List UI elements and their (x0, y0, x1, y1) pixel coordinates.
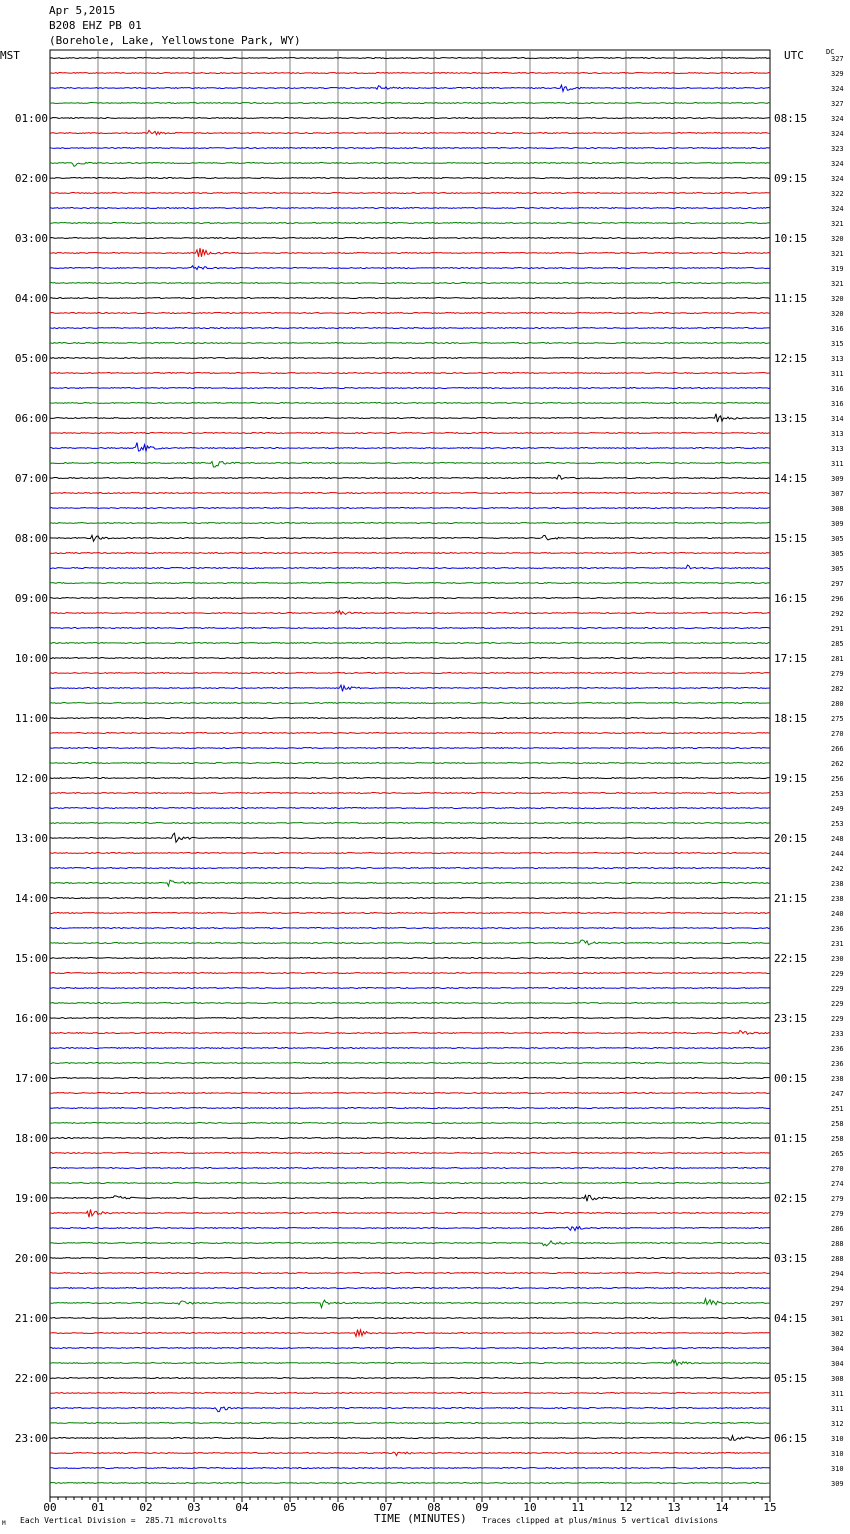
seismic-trace (50, 1093, 770, 1094)
dc-offset-label: 280 (831, 700, 844, 708)
dc-offset-label: 236 (831, 1045, 844, 1053)
dc-offset-label: 296 (831, 595, 844, 603)
dc-offset-label: 248 (831, 835, 844, 843)
mst-hour-label: 06:00 (14, 412, 48, 425)
mst-hour-label: 05:00 (14, 352, 48, 365)
dc-offset-label: 270 (831, 730, 844, 738)
dc-offset-label: 275 (831, 715, 844, 723)
utc-hour-label: 14:15 (774, 472, 808, 485)
mst-hour-label: 17:00 (14, 1072, 48, 1085)
seismic-trace (50, 685, 770, 691)
dc-offset-label: 304 (831, 1360, 844, 1368)
dc-offset-label: 316 (831, 325, 844, 333)
seismic-trace (50, 1168, 770, 1169)
seismic-trace (50, 748, 770, 749)
mst-hour-label: 15:00 (14, 952, 48, 965)
mst-axis-label: MST (0, 49, 20, 62)
x-tick-label: 06 (331, 1501, 345, 1514)
dc-offset-label: 301 (831, 1315, 844, 1323)
seismic-trace (50, 388, 770, 389)
utc-hour-label: 03:15 (774, 1252, 808, 1265)
dc-offset-label: 253 (831, 790, 844, 798)
seismic-trace (50, 898, 770, 899)
dc-offset-label: 279 (831, 1195, 844, 1203)
dc-offset-label: 302 (831, 1330, 844, 1338)
x-tick-label: 14 (715, 1501, 729, 1514)
dc-offset-label: 324 (831, 205, 844, 213)
seismic-trace (50, 611, 770, 615)
dc-offset-label: 307 (831, 490, 844, 498)
dc-offset-label: 238 (831, 880, 844, 888)
mst-hour-label: 04:00 (14, 292, 48, 305)
seismic-trace (50, 928, 770, 929)
seismic-trace (50, 913, 770, 914)
seismic-trace (50, 1393, 770, 1394)
dc-offset-label: 229 (831, 985, 844, 993)
seismic-trace (50, 1048, 770, 1049)
dc-offset-label: 321 (831, 220, 844, 228)
seismic-trace (50, 1360, 770, 1365)
utc-hour-label: 19:15 (774, 772, 808, 785)
seismic-trace (50, 475, 770, 479)
dc-offset-label: 304 (831, 1345, 844, 1353)
mst-hour-label: 02:00 (14, 172, 48, 185)
dc-offset-label: 311 (831, 1405, 844, 1413)
mst-hour-label: 08:00 (14, 532, 48, 545)
x-tick-label: 12 (619, 1501, 633, 1514)
mst-hour-label: 23:00 (14, 1432, 48, 1445)
utc-hour-label: 22:15 (774, 952, 808, 965)
mst-hour-label: 09:00 (14, 592, 48, 605)
dc-offset-label: 231 (831, 940, 844, 948)
dc-offset-label: 279 (831, 670, 844, 678)
dc-offset-label: 310 (831, 1435, 844, 1443)
clip-note: Traces clipped at plus/minus 5 vertical divisions (482, 1516, 719, 1525)
seismic-trace (50, 266, 770, 270)
seismic-trace (50, 238, 770, 239)
seismic-trace (50, 853, 770, 854)
seismic-trace (50, 988, 770, 989)
dc-offset-label: 315 (831, 340, 844, 348)
corner-mark: M (2, 1520, 6, 1527)
dc-offset-label: 313 (831, 445, 844, 453)
dc-offset-label: 322 (831, 190, 844, 198)
mst-hour-label: 03:00 (14, 232, 48, 245)
seismic-trace (50, 1288, 770, 1289)
seismic-trace (50, 443, 770, 452)
seismic-trace (50, 373, 770, 374)
seismic-trace (50, 958, 770, 959)
seismic-trace (50, 763, 770, 764)
seismic-trace (50, 1138, 770, 1139)
seismic-trace (50, 283, 770, 284)
utc-hour-label: 02:15 (774, 1192, 808, 1205)
seismic-trace (50, 1241, 770, 1246)
utc-hour-label: 01:15 (774, 1132, 808, 1145)
x-tick-label: 08 (427, 1501, 441, 1514)
seismic-trace (50, 1123, 770, 1124)
dc-offset-label: 262 (831, 760, 844, 768)
seismic-trace (50, 1209, 770, 1217)
utc-hour-label: 17:15 (774, 652, 808, 665)
seismic-trace (50, 1378, 770, 1379)
seismic-trace (50, 1258, 770, 1259)
seismic-trace (50, 328, 770, 329)
x-tick-label: 15 (763, 1501, 777, 1514)
utc-hour-label: 13:15 (774, 412, 808, 425)
seismic-trace (50, 1018, 770, 1019)
seismic-trace (50, 1153, 770, 1154)
seismic-trace (50, 118, 770, 119)
dc-offset-label: 320 (831, 310, 844, 318)
dc-offset-label: 310 (831, 1465, 844, 1473)
dc-offset-label: 240 (831, 910, 844, 918)
x-tick-label: 03 (187, 1501, 201, 1514)
seismic-trace (50, 868, 770, 869)
seismic-trace (50, 565, 770, 569)
dc-offset-label: 294 (831, 1285, 844, 1293)
dc-offset-label: 314 (831, 415, 844, 423)
seismic-trace (50, 778, 770, 779)
dc-offset-label: 320 (831, 295, 844, 303)
seismic-trace (50, 940, 770, 945)
dc-offset-label: 244 (831, 850, 844, 858)
seismic-trace (50, 508, 770, 509)
seismic-trace (50, 658, 770, 659)
mst-hour-label: 18:00 (14, 1132, 48, 1145)
seismic-trace (50, 433, 770, 434)
seismic-trace (50, 148, 770, 149)
x-tick-label: 04 (235, 1501, 249, 1514)
dc-offset-label: 310 (831, 1450, 844, 1458)
utc-hour-label: 11:15 (774, 292, 808, 305)
utc-hour-label: 09:15 (774, 172, 808, 185)
mst-hour-label: 16:00 (14, 1012, 48, 1025)
seismic-trace (50, 343, 770, 344)
seismic-trace (50, 1183, 770, 1184)
dc-offset-label: 297 (831, 1300, 844, 1308)
dc-offset-label: 253 (831, 820, 844, 828)
dc-offset-label: 311 (831, 370, 844, 378)
dc-offset-label: 270 (831, 1165, 844, 1173)
dc-offset-label: 321 (831, 250, 844, 258)
utc-axis-label: UTC (784, 49, 804, 62)
dc-offset-label: 256 (831, 775, 844, 783)
dc-offset-label: 321 (831, 280, 844, 288)
seismic-trace (50, 643, 770, 644)
utc-hour-label: 06:15 (774, 1432, 808, 1445)
mst-hour-label: 22:00 (14, 1372, 48, 1385)
mst-hour-label: 14:00 (14, 892, 48, 905)
seismic-trace (50, 733, 770, 734)
dc-offset-label: 230 (831, 955, 844, 963)
dc-offset-label: 274 (831, 1180, 844, 1188)
seismic-trace (50, 403, 770, 404)
dc-offset-label: 309 (831, 475, 844, 483)
seismic-trace (50, 85, 770, 91)
dc-offset-label: 312 (831, 1420, 844, 1428)
dc-offset-label: 311 (831, 460, 844, 468)
dc-offset-label: 308 (831, 1375, 844, 1383)
dc-offset-label: 238 (831, 1075, 844, 1083)
dc-offset-label: 297 (831, 580, 844, 588)
seismic-trace (50, 461, 770, 467)
dc-offset-label: 323 (831, 145, 844, 153)
dc-offset-label: 236 (831, 925, 844, 933)
seismic-trace (50, 103, 770, 104)
x-tick-label: 02 (139, 1501, 153, 1514)
seismic-trace (50, 130, 770, 134)
seismic-trace (50, 1063, 770, 1064)
mst-hour-label: 20:00 (14, 1252, 48, 1265)
seismic-trace (50, 1468, 770, 1469)
x-tick-label: 11 (571, 1501, 585, 1514)
utc-hour-label: 20:15 (774, 832, 808, 845)
utc-hour-label: 16:15 (774, 592, 808, 605)
x-tick-label: 01 (91, 1501, 105, 1514)
dc-offset-label: 286 (831, 1225, 844, 1233)
seismic-trace (50, 1030, 770, 1034)
seismic-trace (50, 1318, 770, 1319)
utc-hour-label: 00:15 (774, 1072, 808, 1085)
seismic-trace (50, 1003, 770, 1004)
dc-offset-label: 309 (831, 520, 844, 528)
seismic-trace (50, 248, 770, 257)
dc-offset-label: 324 (831, 85, 844, 93)
x-tick-label: 00 (43, 1501, 57, 1514)
seismic-trace (50, 703, 770, 704)
utc-hour-label: 12:15 (774, 352, 808, 365)
mst-hour-label: 11:00 (14, 712, 48, 725)
date-title: Apr 5,2015 (49, 4, 116, 17)
dc-offset-label: 229 (831, 1015, 844, 1023)
station-title: B208 EHZ PB 01 (49, 19, 142, 32)
seismic-trace (50, 523, 770, 524)
seismic-trace (50, 1078, 770, 1079)
dc-offset-label: 316 (831, 385, 844, 393)
dc-offset-label: 294 (831, 1270, 844, 1278)
seismic-trace (50, 1299, 770, 1308)
seismic-trace (50, 208, 770, 209)
utc-hour-label: 04:15 (774, 1312, 808, 1325)
dc-offset-label: 233 (831, 1030, 844, 1038)
dc-offset-label: 305 (831, 550, 844, 558)
x-tick-label: 10 (523, 1501, 537, 1514)
utc-hour-label: 10:15 (774, 232, 808, 245)
dc-offset-label: 242 (831, 865, 844, 873)
dc-offset-label: 229 (831, 970, 844, 978)
dc-offset-label: 251 (831, 1105, 844, 1113)
seismic-trace (50, 535, 770, 541)
mst-hour-label: 12:00 (14, 772, 48, 785)
seismic-trace (50, 414, 770, 422)
x-tick-label: 13 (667, 1501, 681, 1514)
dc-offset-label: 288 (831, 1240, 844, 1248)
dc-offset-label: 279 (831, 1210, 844, 1218)
dc-offset-label: 238 (831, 895, 844, 903)
seismic-trace (50, 223, 770, 224)
seismic-trace (50, 1483, 770, 1484)
dc-offset-label: 258 (831, 1135, 844, 1143)
dc-offset-label: 236 (831, 1060, 844, 1068)
dc-offset-label: 265 (831, 1150, 844, 1158)
dc-offset-label: 329 (831, 70, 844, 78)
dc-offset-label: 247 (831, 1090, 844, 1098)
seismic-trace (50, 1195, 770, 1201)
mst-hour-label: 19:00 (14, 1192, 48, 1205)
seismic-trace (50, 583, 770, 584)
dc-offset-label: 319 (831, 265, 844, 273)
seismic-trace (50, 298, 770, 299)
dc-offset-label: 327 (831, 55, 844, 63)
seismic-trace (50, 1273, 770, 1274)
seismic-trace (50, 193, 770, 194)
seismic-trace (50, 823, 770, 824)
dc-offset-label: 313 (831, 430, 844, 438)
seismic-trace (50, 1452, 770, 1456)
seismic-trace (50, 313, 770, 314)
seismic-trace (50, 1423, 770, 1424)
dc-offset-label: 285 (831, 640, 844, 648)
seismic-trace (50, 628, 770, 629)
dc-offset-label: 291 (831, 625, 844, 633)
mst-hour-label: 13:00 (14, 832, 48, 845)
seismic-trace (50, 493, 770, 494)
mst-hour-label: 01:00 (14, 112, 48, 125)
utc-hour-label: 15:15 (774, 532, 808, 545)
dc-offset-label: 316 (831, 400, 844, 408)
seismic-trace (50, 793, 770, 794)
utc-hour-label: 18:15 (774, 712, 808, 725)
seismic-trace (50, 1348, 770, 1349)
dc-offset-label: 266 (831, 745, 844, 753)
seismic-trace (50, 178, 770, 179)
utc-hour-label: 23:15 (774, 1012, 808, 1025)
seismic-trace (50, 1108, 770, 1109)
seismic-trace (50, 1407, 770, 1412)
dc-offset-label: 327 (831, 100, 844, 108)
seismic-trace (50, 73, 770, 74)
mst-hour-label: 10:00 (14, 652, 48, 665)
dc-offset-label: 324 (831, 115, 844, 123)
mst-hour-label: 21:00 (14, 1312, 48, 1325)
dc-offset-label: 305 (831, 535, 844, 543)
seismic-trace (50, 973, 770, 974)
x-axis-title: TIME (MINUTES) (374, 1512, 467, 1525)
mst-hour-label: 07:00 (14, 472, 48, 485)
seismic-trace (50, 808, 770, 809)
seismic-trace (50, 1227, 770, 1231)
dc-label: DC (826, 48, 835, 56)
seismic-trace (50, 880, 770, 886)
dc-offset-label: 288 (831, 1255, 844, 1263)
dc-offset-label: 305 (831, 565, 844, 573)
dc-offset-label: 309 (831, 1480, 844, 1488)
dc-offset-label: 313 (831, 355, 844, 363)
seismic-trace (50, 1330, 770, 1337)
utc-hour-label: 08:15 (774, 112, 808, 125)
dc-offset-label: 324 (831, 130, 844, 138)
x-tick-label: 05 (283, 1501, 297, 1514)
dc-offset-label: 229 (831, 1000, 844, 1008)
x-tick-label: 07 (379, 1501, 393, 1514)
seismic-trace (50, 718, 770, 719)
dc-offset-label: 320 (831, 235, 844, 243)
seismic-trace (50, 58, 770, 59)
utc-hour-label: 05:15 (774, 1372, 808, 1385)
dc-offset-label: 292 (831, 610, 844, 618)
seismic-trace (50, 598, 770, 599)
dc-offset-label: 311 (831, 1390, 844, 1398)
scale-note: Each Vertical Division = 285.71 microvolts (20, 1516, 228, 1525)
dc-offset-label: 324 (831, 175, 844, 183)
seismic-trace (50, 1436, 770, 1441)
seismic-trace (50, 833, 770, 842)
location-title: (Borehole, Lake, Yellowstone Park, WY) (49, 34, 301, 47)
seismic-trace (50, 553, 770, 554)
seismic-trace (50, 673, 770, 674)
dc-offset-label: 282 (831, 685, 844, 693)
seismic-trace (50, 358, 770, 359)
dc-offset-label: 308 (831, 505, 844, 513)
x-tick-label: 09 (475, 1501, 489, 1514)
utc-hour-label: 21:15 (774, 892, 808, 905)
dc-offset-label: 281 (831, 655, 844, 663)
dc-offset-label: 258 (831, 1120, 844, 1128)
dc-offset-label: 324 (831, 160, 844, 168)
seismic-trace (50, 162, 770, 166)
dc-offset-label: 249 (831, 805, 844, 813)
